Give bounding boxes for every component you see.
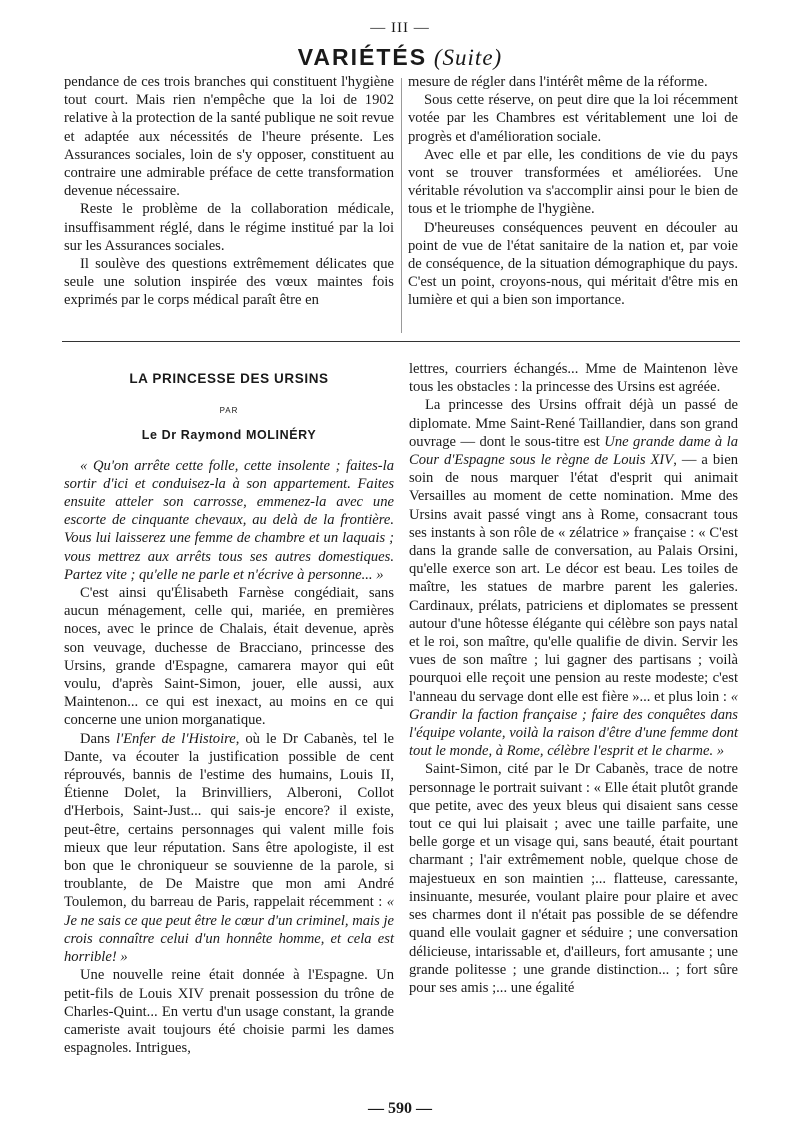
- article-par: PAR: [219, 406, 239, 416]
- text-span: Dans: [80, 730, 116, 747]
- text-span: , où le Dr Cabanès, tel le Dante, va écouter la justification possible de cent réprouvés, bannis de l'estime des humains, Louis II, Étienne Dolet, la Brinvilliers, Alberoni, Collot d'Herbois, Saint-Just... qui sais-je encore? il existe, peut-être, certains personnages qui valent mille fois mieux que leur réputation. Sans être apologiste, il est bon que le chroniqueur se souvienne de la parole, si troublante, de De Maistre que mon ami André Toulemon, du barreau de Paris, rappelait récemment :: [64, 730, 394, 911]
- top-left-paragraph-3: Il soulève des questions extrêmement délicates que seule une solution inspirée des vœux maintes fois exprimés par le corps médical paraît être en: [64, 256, 394, 309]
- section-title-suite: (Suite): [433, 45, 503, 70]
- article-right-paragraph-3: Saint-Simon, cité par le Dr Cabanès, trace de notre personnage le portrait suivant : « Elle était plutôt grande que petite, avec des yeux bleus qui disaient sans cesse tout ce qui lui plaisait ; avec une taille parfaite, une belle gorge et un visage qui, sans beauté, était pourtant charmant ; l'air extrêmement noble, quelque chose de majestueux en son maintien ;... flatteuse, caressante, insinuante, mesurée, voulant plaire pour plaire et avec ses charmes dont il n'était pas possible de se défendre quand elle voulait gagner et séduire ; une conversation délicieuse, intarissable et, d'ailleurs, fort amusante ; une grande politesse ; une grande distinction... ; fort sûre pour ses amis ;... une égalité: [409, 761, 738, 996]
- article-left-paragraph-3: Une nouvelle reine était donnée à l'Espagne. Un petit-fils de Louis XIV prenait possession du trône de Charles-Quint... En vertu d'un usage constant, la grande cameriste avait toujours été choisie parmi les dames espagnoles. Intrigues,: [64, 967, 394, 1057]
- top-right-paragraph-1: mesure de régler dans l'intérêt même de la réforme.: [408, 74, 708, 90]
- section-title: [0, 44, 800, 71]
- de-maistre-quote: « Je ne sais ce que peut être le cœur d'un criminel, mais je crois connaître celui d'un honnête homme, et cela est horrible! »: [64, 894, 394, 966]
- page-roman-number: — III —: [370, 20, 430, 36]
- top-left-column: [64, 73, 394, 310]
- text-span: La princesse des Ursins offrait déjà un passé de diplomate. Mme Saint-René Taillandier, dans son grand ouvrage — dont le sous-titre est: [409, 397, 738, 450]
- article-opening-quote: « Qu'on arrête cette folle, cette insolente ; faites-la sortir d'ici et conduisez-la à son appartement. Faites ensuite atteler son carrosse, emmenez-la avec une escorte de cinquante chevaux, au delà de la frontière. Vous lui laisserez une femme de chambre et un laquais ; vous mettrez aux arrêts tous ses autres domestiques. Partez vite ; qu'elle ne parle et n'écrive à personne... »: [64, 457, 394, 583]
- text-span: , — a bien soin de nous marquer l'état d'esprit qui animait Versailles au moment de cette nomination. Mme des Ursins avait passé vingt ans à Rome, consacrant tous ses instants à son rôle de « zélatrice » française : « C'est dans la grande salle de conversation, au Palais Orsini, qu'elle exerce son art. Le décor est beau. Les toiles de maître, les statues de marbre parent les galeries. Cardinaux, prélats, patriciens et diplomates se pressent autour d'une hôtesse élégante qui célèbre son pays natal et le roi, son maître, qu'elle qualifie de divin. Servir les vues de son maître ; lui gagner des partisans ; voilà pourquoi elle reçoit une pension au reste modeste; c'est l'anneau du servage dont elle est fière »... et plus loin :: [409, 452, 739, 705]
- article-author: Le Dr Raymond MOLINÉRY: [141, 428, 317, 443]
- top-right-paragraph-3: Avec elle et par elle, les conditions de vie du pays vont se trouver transformées et améliorées. Une véritable révolution va s'accomplir ainsi pour le bien de tous et le triomphe de l'hygiène.: [408, 146, 738, 218]
- article-title: LA PRINCESSE DES URSINS: [129, 371, 329, 386]
- article-left-paragraph-2: [64, 730, 394, 967]
- article-right-paragraph-2: [409, 396, 738, 760]
- horizontal-rule: [62, 341, 740, 342]
- top-right-paragraph-4: D'heureuses conséquences peuvent en découler au point de vue de l'état sanitaire de la nation et, par voie de conséquence, de la situation démographique du pays. C'est un point, croyons-nous, qui méritait d'être mis en lumière et qui a bien son importance.: [408, 219, 738, 309]
- article-left-column: [64, 360, 394, 1057]
- book-subtitle: Une grande dame à la Cour d'Espagne sous le règne de Louis XIV: [409, 433, 738, 469]
- column-divider: [401, 78, 402, 333]
- article-right-paragraph-1: lettres, courriers échangés... Mme de Maintenon lève tous les obstacles : la princesse des Ursins est agréée.: [409, 361, 738, 396]
- top-right-column: [408, 73, 738, 310]
- article-right-column: [409, 360, 738, 997]
- top-right-paragraph-2: Sous cette réserve, on peut dire que la loi récemment votée par les Chambres est véritablement une loi de progrès et d'amélioration sociale.: [408, 92, 738, 145]
- section-title-main: VARIÉTÉS: [297, 44, 428, 70]
- article-left-paragraph-1: C'est ainsi qu'Élisabeth Farnèse congédiait, sans aucun ménagement, celle qui, mariée, en premières noces, avec le prince de Chalais, était devenue, après son veuvage, duchesse de Bracciano, princesse des Ursins, grande d'Espagne, camarera mayor qui eût voulu, d'après Saint-Simon, jouer, elle aussi, aux Maintenon... ce qui est inexact, au moins en ce qui concerne une union morganatique.: [64, 585, 394, 729]
- book-title-enfer: l'Enfer de l'Histoire: [115, 730, 236, 747]
- top-left-paragraph-2: Reste le problème de la collaboration médicale, insuffisamment réglé, dans le régime institué par la loi sur les Assurances sociales.: [64, 201, 394, 254]
- grandir-quote: « Grandir la faction française ; faire des conquêtes dans l'équipe volante, voilà la raison d'être d'une femme dont tout le monde, à Rome, célèbre l'esprit et le charme. »: [409, 688, 738, 760]
- page-number: — 590 —: [368, 1100, 432, 1117]
- top-left-paragraph-1: pendance de ces trois branches qui constituent l'hygiène tout court. Mais rien n'empêche que la loi de 1902 relative à la protection de la santé publique ne soit revue et adaptée aux nécessités de l'heure présente. Les Assurances sociales, loin de s'y opposer, constituent au contraire une admirable préface de cette transformation devenue nécessaire.: [64, 74, 394, 200]
